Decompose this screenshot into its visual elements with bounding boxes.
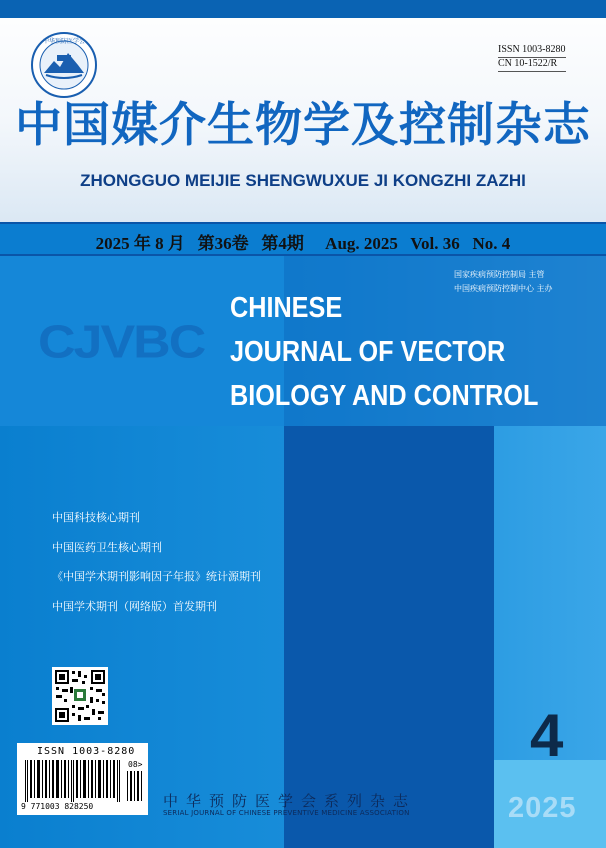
- indexing-list: [52, 503, 261, 621]
- issn-cn-block: [498, 44, 566, 72]
- barcode-addon: 08>: [128, 760, 143, 769]
- title-en-line: JOURNAL OF VECTOR: [230, 336, 506, 368]
- title-en-line: CHINESE: [230, 292, 343, 324]
- indexing-item: 中国医药卫生核心期刊: [52, 540, 162, 554]
- dark-panel: [284, 426, 494, 848]
- sponsor-line: 国家疾病预防控制局 主管: [454, 270, 545, 279]
- sponsor-line: 中国疾病预防控制中心 主办: [454, 284, 553, 293]
- journal-title-en: [230, 286, 538, 418]
- journal-abbrev: CJVBC: [38, 315, 205, 369]
- logo-text: 中华预防医学会: [42, 38, 86, 45]
- barcode-number: 9 771003 828250: [21, 802, 94, 811]
- issue-year: 2025: [508, 792, 577, 824]
- barcode-issn: ISSN 1003-8280: [37, 746, 136, 757]
- issn-number: ISSN 1003-8280: [498, 44, 566, 58]
- indexing-item: 中国学术期刊（网络版）首发期刊: [52, 599, 217, 613]
- barcode: [17, 743, 148, 815]
- top-stripe: [0, 0, 606, 18]
- qr-code: [52, 667, 108, 725]
- association-series-en: SERIAL JOURNAL OF CHINESE PREVENTIVE MEDICINE ASSOCIATION: [163, 809, 410, 817]
- cn-number: CN 10-1522/R: [498, 58, 566, 72]
- association-series-cn: 中华预防医学会系列杂志: [163, 792, 417, 810]
- issue-number: 4: [530, 702, 564, 769]
- title-en-line: BIOLOGY AND CONTROL: [230, 380, 539, 412]
- association-logo: [30, 31, 98, 99]
- qr-code-icon: [52, 667, 108, 725]
- journal-title-pinyin: ZHONGGUO MEIJIE SHENGWUXUE JI KONGZHI ZAZHI: [80, 171, 526, 190]
- issue-line: 2025 年 8 月 第36卷 第4期 Aug. 2025 Vol. 36 No. 4: [95, 234, 511, 253]
- indexing-item: 中国科技核心期刊: [52, 511, 140, 524]
- indexing-item: 《中国学术期刊影响因子年报》统计源期刊: [52, 570, 261, 583]
- journal-title-cn: 中国媒介生物学及控制杂志: [15, 98, 591, 153]
